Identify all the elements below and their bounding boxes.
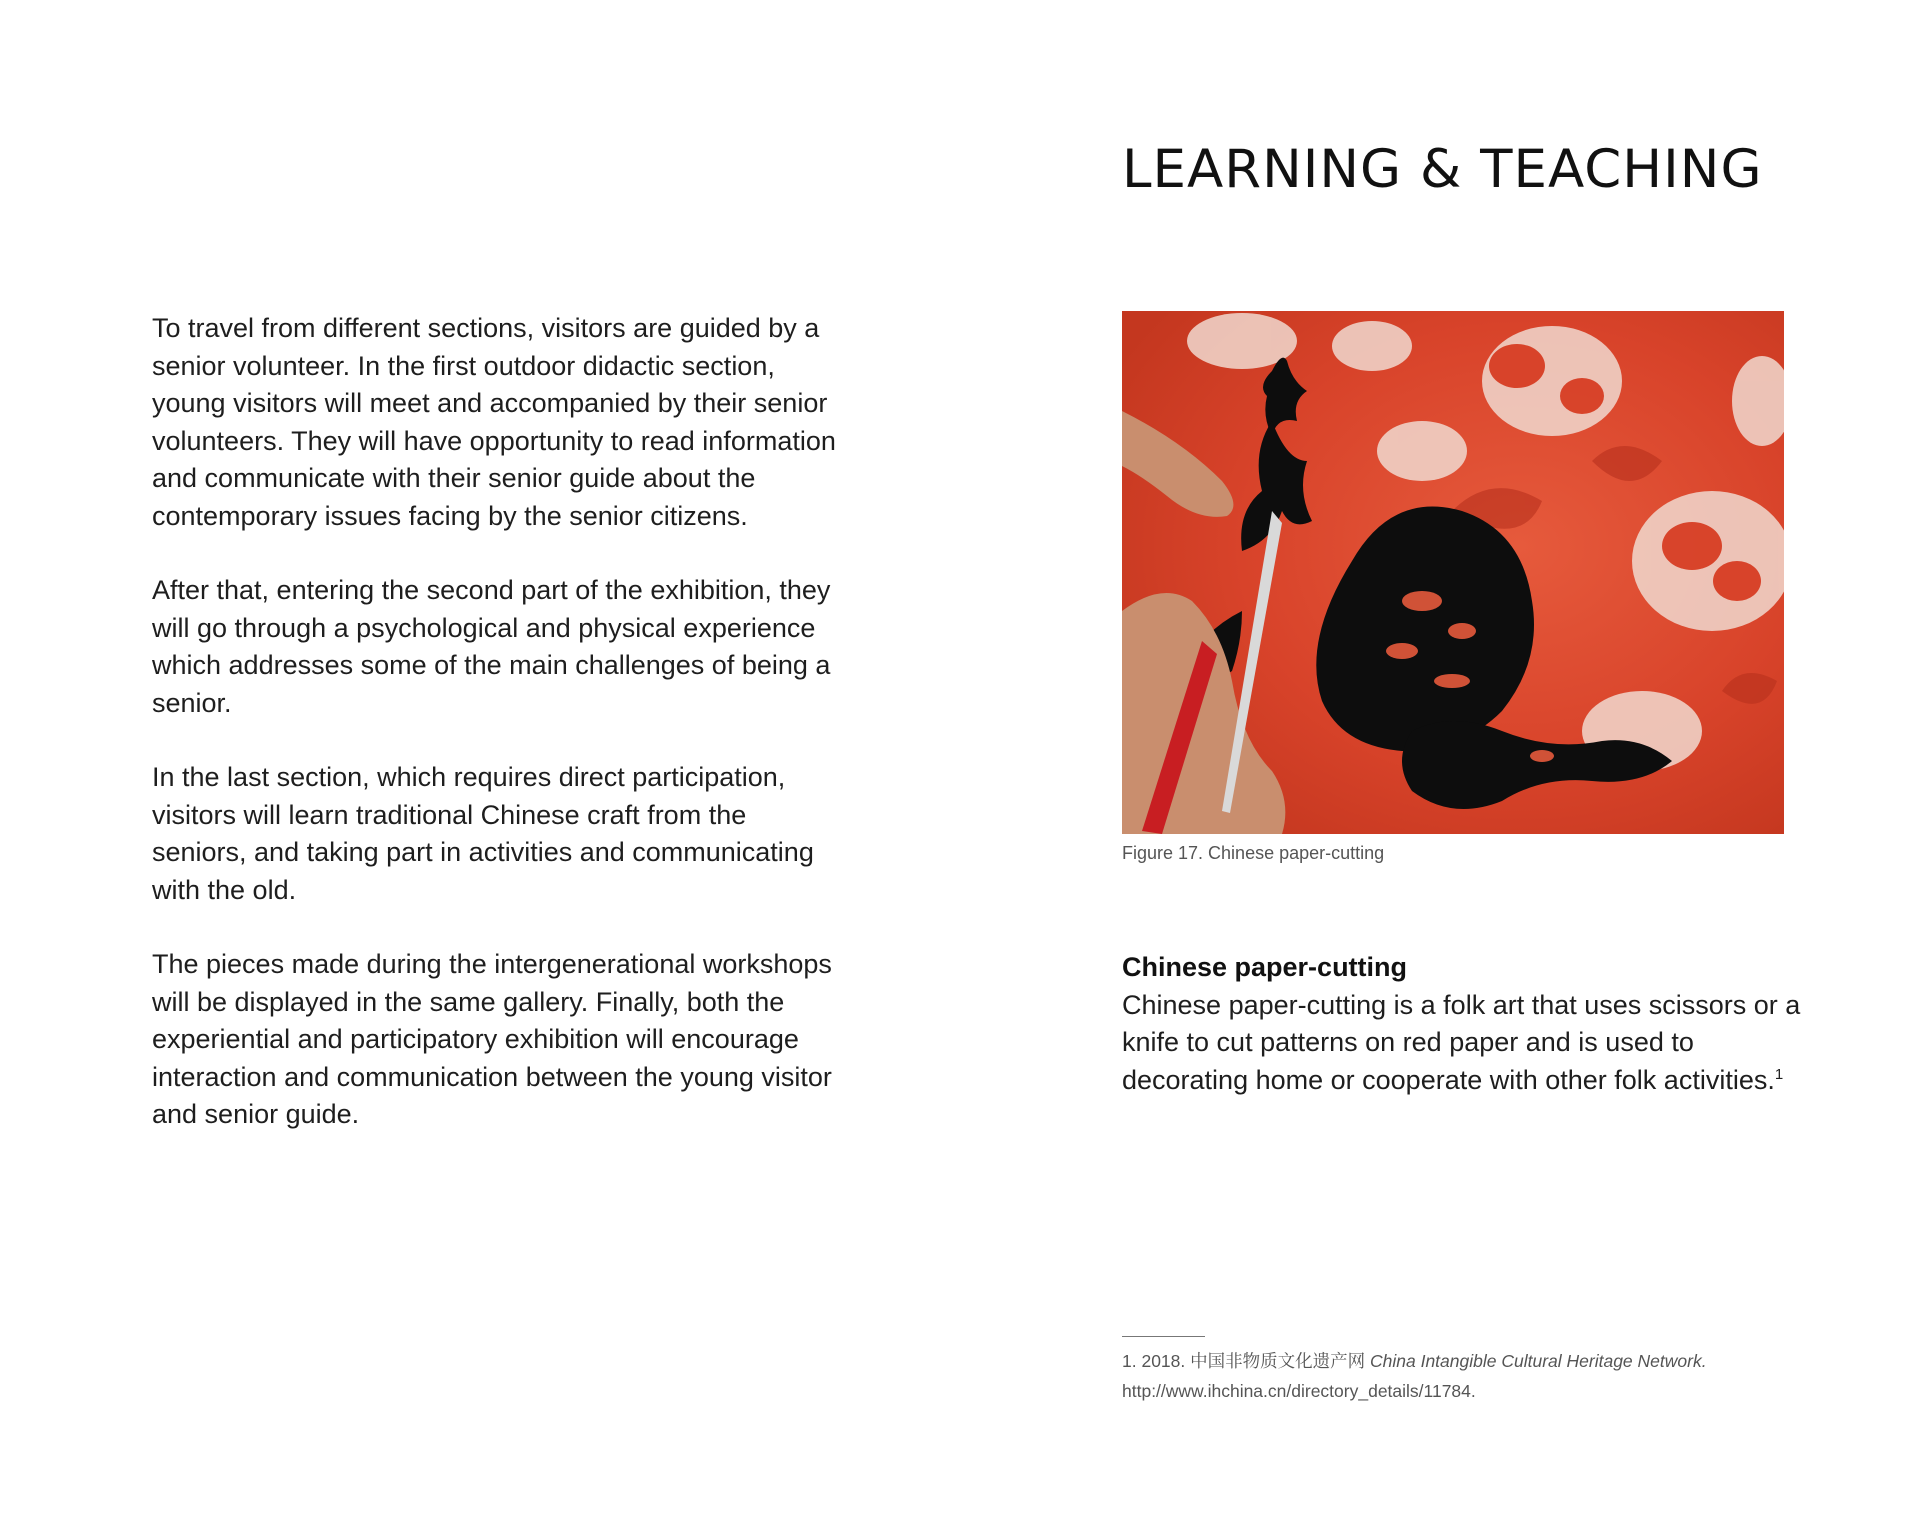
paper-cutting-illustration: [1122, 311, 1784, 834]
section-body: Chinese paper-cutting is a folk art that uses scissors or a knife to cut patterns on red paper and is used to decorating home or cooperate with other folk activities.: [1122, 989, 1801, 1095]
paper-cutting-section: [1122, 949, 1812, 1099]
body-paragraph: In the last section, which requires direct participation, visitors will learn traditional Chinese craft from the seniors, and taking part in activities and communicating with the old.: [152, 762, 814, 905]
footnote-url[interactable]: http://www.ihchina.cn/directory_details/11784.: [1122, 1381, 1476, 1401]
body-paragraph: After that, entering the second part of the exhibition, they will go through a psychological and physical experience which addresses some of the main challenges of being a senior.: [152, 575, 831, 718]
footnote-prefix: 1. 2018. 中国非物质文化遗产网: [1122, 1351, 1366, 1371]
body-paragraph: To travel from different sections, visitors are guided by a senior volunteer. In the first outdoor didactic section, young visitors will meet and accompanied by their senior volunteers. They will have opportunity to read information and communicate with their senior guide about the contemporary issues facing by the senior citizens.: [152, 313, 836, 531]
footnote-citation: [1122, 1346, 1822, 1376]
body-text-column: [152, 310, 842, 1171]
body-paragraph: The pieces made during the intergenerational workshops will be displayed in the same gallery. Finally, both the experiential and participatory exhibition will encourage interaction and communication between the young visitor and senior guide.: [152, 949, 832, 1129]
footnote-source-title: China Intangible Cultural Heritage Network.: [1370, 1351, 1707, 1371]
figure-caption: Figure 17. Chinese paper-cutting: [1122, 843, 1385, 863]
section-text: [1122, 987, 1812, 1100]
page-title: LEARNING & TEACHING: [1122, 139, 1763, 200]
footnote-divider: [1122, 1336, 1205, 1337]
section-heading: Chinese paper-cutting: [1122, 952, 1408, 982]
footnote: [1122, 1346, 1822, 1406]
paper-cutting-photo: [1122, 311, 1784, 834]
footnote-marker[interactable]: 1: [1774, 1065, 1784, 1083]
